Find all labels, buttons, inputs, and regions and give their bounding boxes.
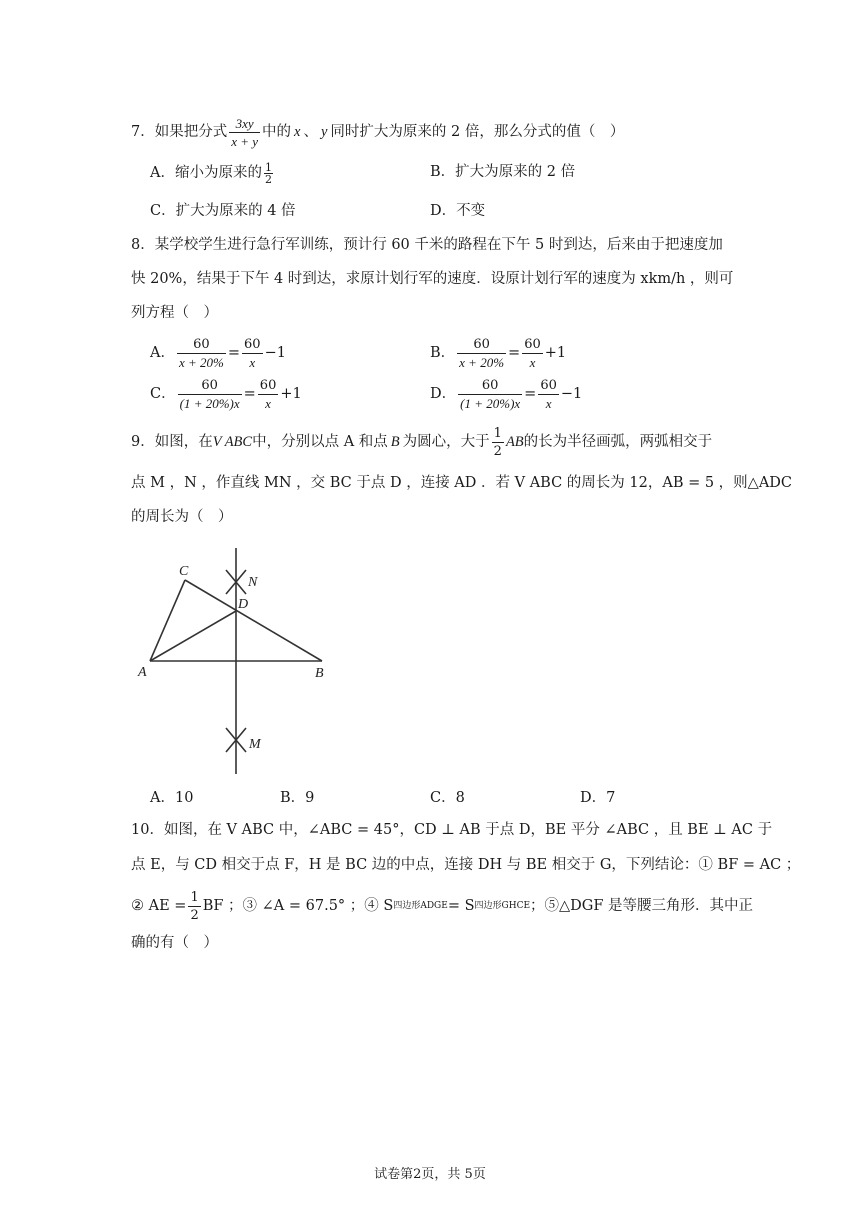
q8-a-lnum: 60	[193, 336, 210, 352]
fig-label-c: C	[179, 564, 189, 579]
q8-option-c-label: C．	[150, 385, 176, 402]
q9-line1-d: 的长为半径画弧，两弧相交于	[523, 433, 713, 450]
q7-prefix: 7．如果把分式	[131, 123, 228, 140]
q7-var-y: y	[320, 123, 328, 140]
fig-label-b: B	[315, 666, 324, 681]
fig-label-m: M	[249, 737, 261, 752]
q9-line2: 点 M ，N ，作直线 MN ，交 BC 于点 D ，连接 AD ．若 V ABC 的周长为 12，AB = 5 ，则△ADC	[131, 475, 793, 491]
q9-line1-tri: V ABC	[212, 433, 253, 450]
q8-d-tail: −1	[560, 385, 583, 402]
q8-d-rnum: 60	[540, 377, 557, 393]
q8-b-eq: =	[508, 344, 521, 361]
q7-frac-den: x + y	[231, 133, 259, 149]
q10-line3-d: ；⑤△DGF 是等腰三角形．其中正	[530, 897, 754, 914]
q8-d-lnum: 60	[481, 377, 499, 393]
q7-option-a-den: 2	[264, 172, 272, 186]
q8-a-rden: x	[242, 353, 263, 369]
q8-a-tail: −1	[264, 344, 286, 361]
q9-option-c: C．8	[430, 790, 465, 806]
q7-option-c: C．扩大为原来的 4 倍	[150, 203, 296, 219]
q9-option-b: B．9	[280, 790, 315, 806]
q8-c-lnum: 60	[201, 377, 218, 393]
q7-suffix: 同时扩大为原来的 2 倍，那么分式的值（ ）	[330, 123, 625, 140]
q8-option-b-label: B．	[430, 344, 456, 361]
q8-line2: 快 20%，结果于下午 4 时到达，求原计划行军的速度．设原计划行军的速度为 xkm/h ，则可	[131, 271, 734, 287]
q8-b-rden: x	[522, 353, 543, 369]
q8-d-rden: x	[538, 394, 559, 410]
q7-option-a-label: A．缩小为原来的	[150, 164, 262, 181]
q8-d-lden: (1 + 20%)x	[460, 395, 521, 411]
q8-c-lden: (1 + 20%)x	[179, 395, 240, 411]
q8-c-rnum: 60	[259, 377, 277, 393]
q8-line1: 8．某学校学生进行急行军训练，预计行 60 千米的路程在下午 5 时到达，后来由于把速度加	[131, 237, 723, 253]
q7-option-d: D．不变	[430, 203, 486, 219]
q10-line1: 10．如图，在 V ABC 中，∠ABC = 45°，CD ⊥ AB 于点 D，BE 平分 ∠ABC ，且 BE ⊥ AC 于	[131, 822, 773, 838]
q9-option-d: D．7	[580, 790, 616, 806]
q8-c-eq: =	[243, 385, 256, 402]
q8-option-d-label: D．	[430, 385, 457, 402]
q9-frac-num: 1	[493, 425, 502, 441]
fig-segment-ad	[150, 611, 236, 661]
q7-mid: 中的	[262, 123, 292, 140]
q7-option-a-num: 1	[264, 160, 272, 174]
fig-side-cb	[185, 580, 322, 661]
q8-b-lnum: 60	[473, 336, 490, 352]
q7-frac-num: 3xy	[235, 115, 254, 131]
page-footer: 试卷第2页，共 5页	[374, 1167, 486, 1182]
q10-line2: 点 E，与 CD 相交于点 F，H 是 BC 边的中点，连接 DH 与 BE 相交于 G，下列结论：① BF = AC ；	[131, 857, 801, 873]
q8-b-rnum: 60	[524, 336, 541, 352]
q10-line3-a: ② AE =	[131, 897, 187, 914]
q8-option-a-label: A．	[150, 344, 175, 361]
q9-line1-b: 中，分别以点 A 和点	[252, 433, 388, 450]
q7-var-x: x	[294, 123, 301, 140]
q10-line3-c: = S	[447, 897, 475, 914]
q10-line3	[131, 886, 753, 926]
q8-d-eq: =	[524, 385, 537, 402]
q9-line1-B: B	[390, 433, 400, 450]
q8-b-lden: x + 20%	[459, 354, 505, 370]
q10-line3-b: BF ；③ ∠A = 67.5° ；④ S	[202, 897, 394, 914]
q7-option-b: B．扩大为原来的 2 倍	[430, 164, 576, 180]
q9-frac-den: 2	[493, 443, 502, 459]
q8-a-eq: =	[227, 344, 241, 361]
q8-a-rnum: 60	[244, 336, 261, 352]
fig-label-a: A	[138, 665, 147, 680]
q10-line3-sub2: 四边形GHCE	[474, 900, 531, 911]
fig-label-d: D	[238, 597, 249, 612]
q8-b-tail: +1	[544, 344, 567, 361]
q10-frac-num: 1	[190, 889, 199, 905]
q10-fraction	[188, 891, 200, 922]
q7-sep: 、	[303, 123, 318, 140]
fig-side-ca	[150, 580, 185, 661]
q10-line3-sub1: 四边形ADGE	[393, 900, 448, 911]
q8-c-tail: +1	[280, 385, 302, 402]
q10-frac-den: 2	[190, 907, 199, 923]
q10-line4: 确的有（ ）	[131, 935, 218, 951]
q9-line1-c: 为圆心，大于	[402, 433, 490, 450]
q9-line3: 的周长为（ ）	[131, 509, 233, 525]
q8-a-lden: x + 20%	[178, 354, 224, 370]
q9-line1-a: 9．如图，在	[131, 433, 213, 450]
q8-line3: 列方程（ ）	[131, 305, 218, 321]
q9-line1-AB: AB	[505, 433, 524, 450]
fig-label-n: N	[248, 575, 258, 590]
q8-c-rden: x	[258, 394, 279, 410]
q9-option-a: A．10	[150, 790, 194, 806]
